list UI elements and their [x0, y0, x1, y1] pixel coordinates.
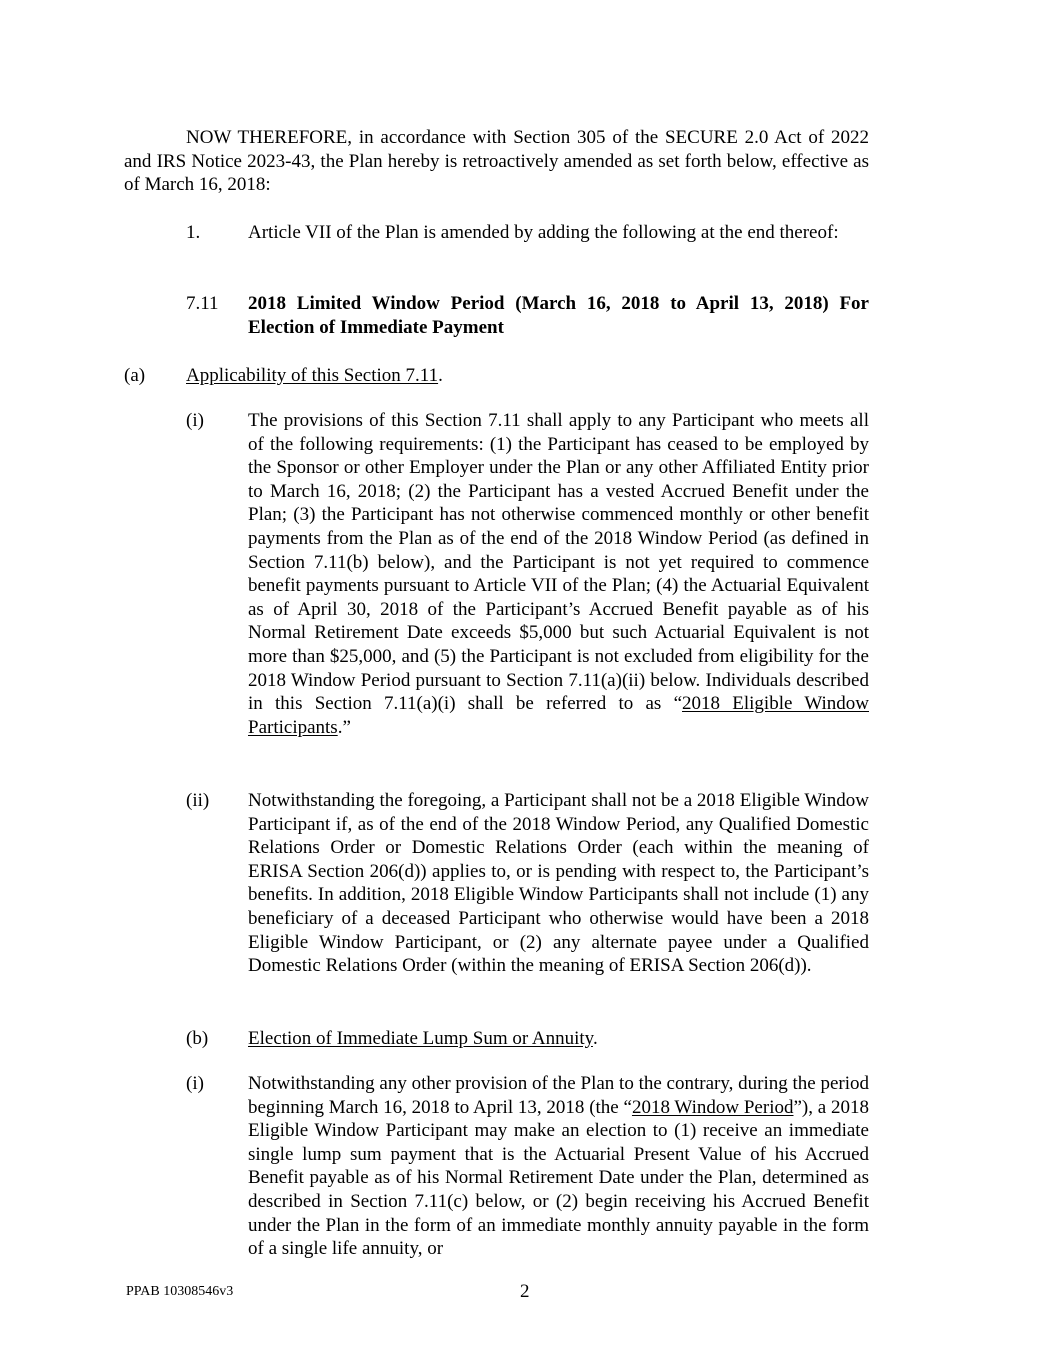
page-number: 2	[520, 1281, 530, 1302]
subsection-b-heading: (b) Election of Immediate Lump Sum or Annuity.	[186, 1028, 598, 1049]
clause-a-i-label: (i)	[186, 410, 204, 431]
clause-a-i-text: The provisions of this Section 7.11 shall apply to any Participant who meets all of the following requirements: (1) the Participant has ceased to be employed by the Sponsor or other Employer under the Plan or any other Affiliated Entity prior to March 16, 2018; (2) the Participant has a vested Accrued Benefit under the Plan; (3) the Participant has not otherwise commenced monthly or other benefit payments from the Plan as of the end of the 2018 Window Period (as defined in Section 7.11(b) below), and the Participant is not yet required to commence benefit payments pursuant to Article VII of the Plan; (4) the Actuarial Equivalent as of April 30, 2018 of the Participant’s Accrued Benefit payable as of his Normal Retirement Date exceeds $5,000 but such Actuarial Equivalent is not more than $25,000, and (5) the Participant is not excluded from eligibility for the 2018 Window Period pursuant to Section 7.11(a)(ii) below. Individuals described in this Section 7.11(a)(i) shall be referred to as “	[248, 410, 869, 715]
defined-term-eligible-participants: 2018 Eligible Window Participants	[248, 693, 869, 738]
clause-b-i-label: (i)	[186, 1073, 204, 1094]
subsection-a-heading: (a) Applicability of this Section 7.11.	[124, 365, 443, 386]
section-title: 2018 Limited Window Period (March 16, 2018 to April 13, 2018) For Election of Immediate Payment	[248, 293, 869, 338]
intro-paragraph: NOW THEREFORE, in accordance with Section 305 of the SECURE 2.0 Act of 2022 and IRS Notice 2023-43, the Plan hereby is retroactively amended as set forth below, effective as of March 16, 2018:	[124, 127, 869, 196]
subsection-a-label: (a)	[124, 365, 146, 386]
section-heading	[186, 292, 869, 339]
item-1-text: Article VII of the Plan is amended by adding the following at the end thereof:	[248, 222, 839, 243]
clause-a-ii	[186, 789, 869, 978]
item-1-number: 1.	[186, 222, 201, 243]
item-1	[186, 221, 869, 245]
clause-b-i-text: Notwithstanding any other provision of the Plan to the contrary, during the period beginning March 16, 2018 to April 13, 2018 (the “	[248, 1073, 869, 1118]
subsection-a-title: Applicability of this Section 7.11	[186, 365, 439, 386]
document-id: PPAB 10308546v3	[126, 1284, 234, 1299]
defined-term-window-period: 2018 Window Period	[631, 1096, 794, 1118]
subsection-b-label: (b)	[186, 1028, 209, 1049]
clause-b-i: (i) Notwithstanding any other provision of the Plan to the contrary, during the period beginning March 16, 2018 to April 13, 2018 (the “2018 Window Period”), a 2018 Eligible Window Participant may make an election to (1) receive an immediate single lump sum payment that is the Actuarial Present Value of his Accrued Benefit payable as of his Normal Retirement Date under the Plan, determined as described in Section 7.11(c) below, or (2) begin receiving his Accrued Benefit under the Plan in the form of an immediate monthly annuity payable in the form of a single life annuity, or	[186, 1073, 869, 1260]
clause-a-i: (i) The provisions of this Section 7.11 shall apply to any Participant who meets all of the following requirements: (1) the Participant has ceased to be employed by the Sponsor or other Employer under the Plan or any other Affiliated Entity prior to March 16, 2018; (2) the Participant has a vested Accrued Benefit under the Plan; (3) the Participant has not otherwise commenced monthly or other benefit payments from the Plan as of the end of the 2018 Window Period (as defined in Section 7.11(b) below), and the Participant is not yet required to commence benefit payments pursuant to Article VII of the Plan; (4) the Actuarial Equivalent as of April 30, 2018 of the Participant’s Accrued Benefit payable as of his Normal Retirement Date exceeds $5,000 but such Actuarial Equivalent is not more than $25,000, and (5) the Participant is not excluded from eligibility for the 2018 Window Period pursuant to Section 7.11(a)(ii) below. Individuals described in this Section 7.11(a)(i) shall be referred to as “2018 Eligible Window Participants.”	[186, 410, 869, 738]
section-number: 7.11	[186, 293, 219, 314]
clause-a-ii-text: Notwithstanding the foregoing, a Participant shall not be a 2018 Eligible Window Participant if, as of the end of the 2018 Window Period, any Qualified Domestic Relations Order or Domestic Relations Order (each within the meaning of ERISA Section 206(d)) applies to, or is pending with respect to, the Participant’s benefits. In addition, 2018 Eligible Window Participants shall not include (1) any beneficiary of a deceased Participant who otherwise would have been a 2018 Eligible Window Participant, or (2) any alternate payee under a Qualified Domestic Relations Order (within the meaning of ERISA Section 206(d)).	[248, 790, 869, 977]
subsection-b-title: Election of Immediate Lump Sum or Annuity	[248, 1028, 593, 1049]
clause-a-ii-label: (ii)	[186, 790, 210, 811]
